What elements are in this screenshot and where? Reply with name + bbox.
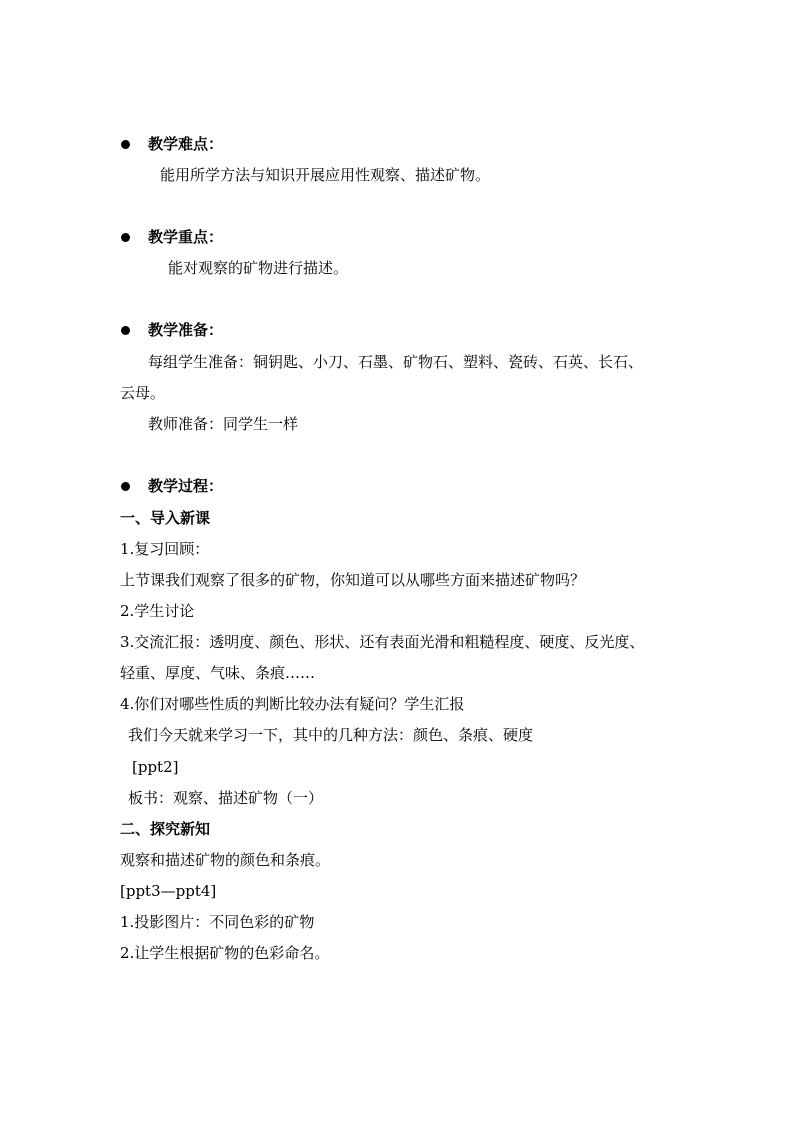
process-line: 2.学生讨论: [120, 602, 195, 620]
process-line: 4.你们对哪些性质的判断比较办法有疑问？学生汇报: [120, 695, 465, 713]
process-line: [ppt2]: [132, 758, 179, 776]
bullet-icon: [121, 482, 130, 491]
process-line: 上节课我们观察了很多的矿物，你知道可以从哪些方面来描述矿物吗？: [120, 571, 586, 589]
part1-title: 一、导入新课: [120, 509, 211, 527]
preparation-student-line1: 每组学生准备：铜钥匙、小刀、石墨、矿物石、塑料、瓷砖、石英、长石、: [148, 353, 644, 371]
difficulty-heading: 教学难点：: [148, 135, 224, 153]
process-line: 板书：观察、描述矿物（一）: [128, 789, 324, 807]
difficulty-content: 能用所学方法与知识开展应用性观察、描述矿物。: [160, 166, 491, 184]
process-line: 2.让学生根据矿物的色彩命名。: [120, 944, 330, 962]
part2-title: 二、探究新知: [120, 820, 211, 838]
preparation-teacher: 教师准备：同学生一样: [148, 415, 299, 433]
bullet-icon: [121, 140, 130, 149]
preparation-heading: 教学准备：: [148, 321, 224, 339]
bullet-icon: [121, 233, 130, 242]
key-points-heading: 教学重点：: [148, 228, 224, 246]
preparation-student-line2: 云母。: [120, 384, 166, 402]
bullet-icon: [121, 326, 130, 335]
process-heading: 教学过程：: [148, 477, 224, 495]
process-line: 轻重、厚度、气味、条痕……: [120, 664, 316, 682]
process-line: 1.复习回顾：: [120, 540, 210, 558]
process-line: [ppt3—ppt4]: [120, 882, 217, 900]
process-line: 1.投影图片：不同色彩的矿物: [120, 913, 315, 931]
process-line: 3.交流汇报：透明度、颜色、形状、还有表面光滑和粗糙程度、硬度、反光度、: [120, 633, 645, 651]
key-points-content: 能对观察的矿物进行描述。: [168, 259, 349, 277]
process-line: 我们今天就来学习一下，其中的几种方法：颜色、条痕、硬度: [128, 726, 534, 744]
process-line: 观察和描述矿物的颜色和条痕。: [120, 851, 331, 869]
